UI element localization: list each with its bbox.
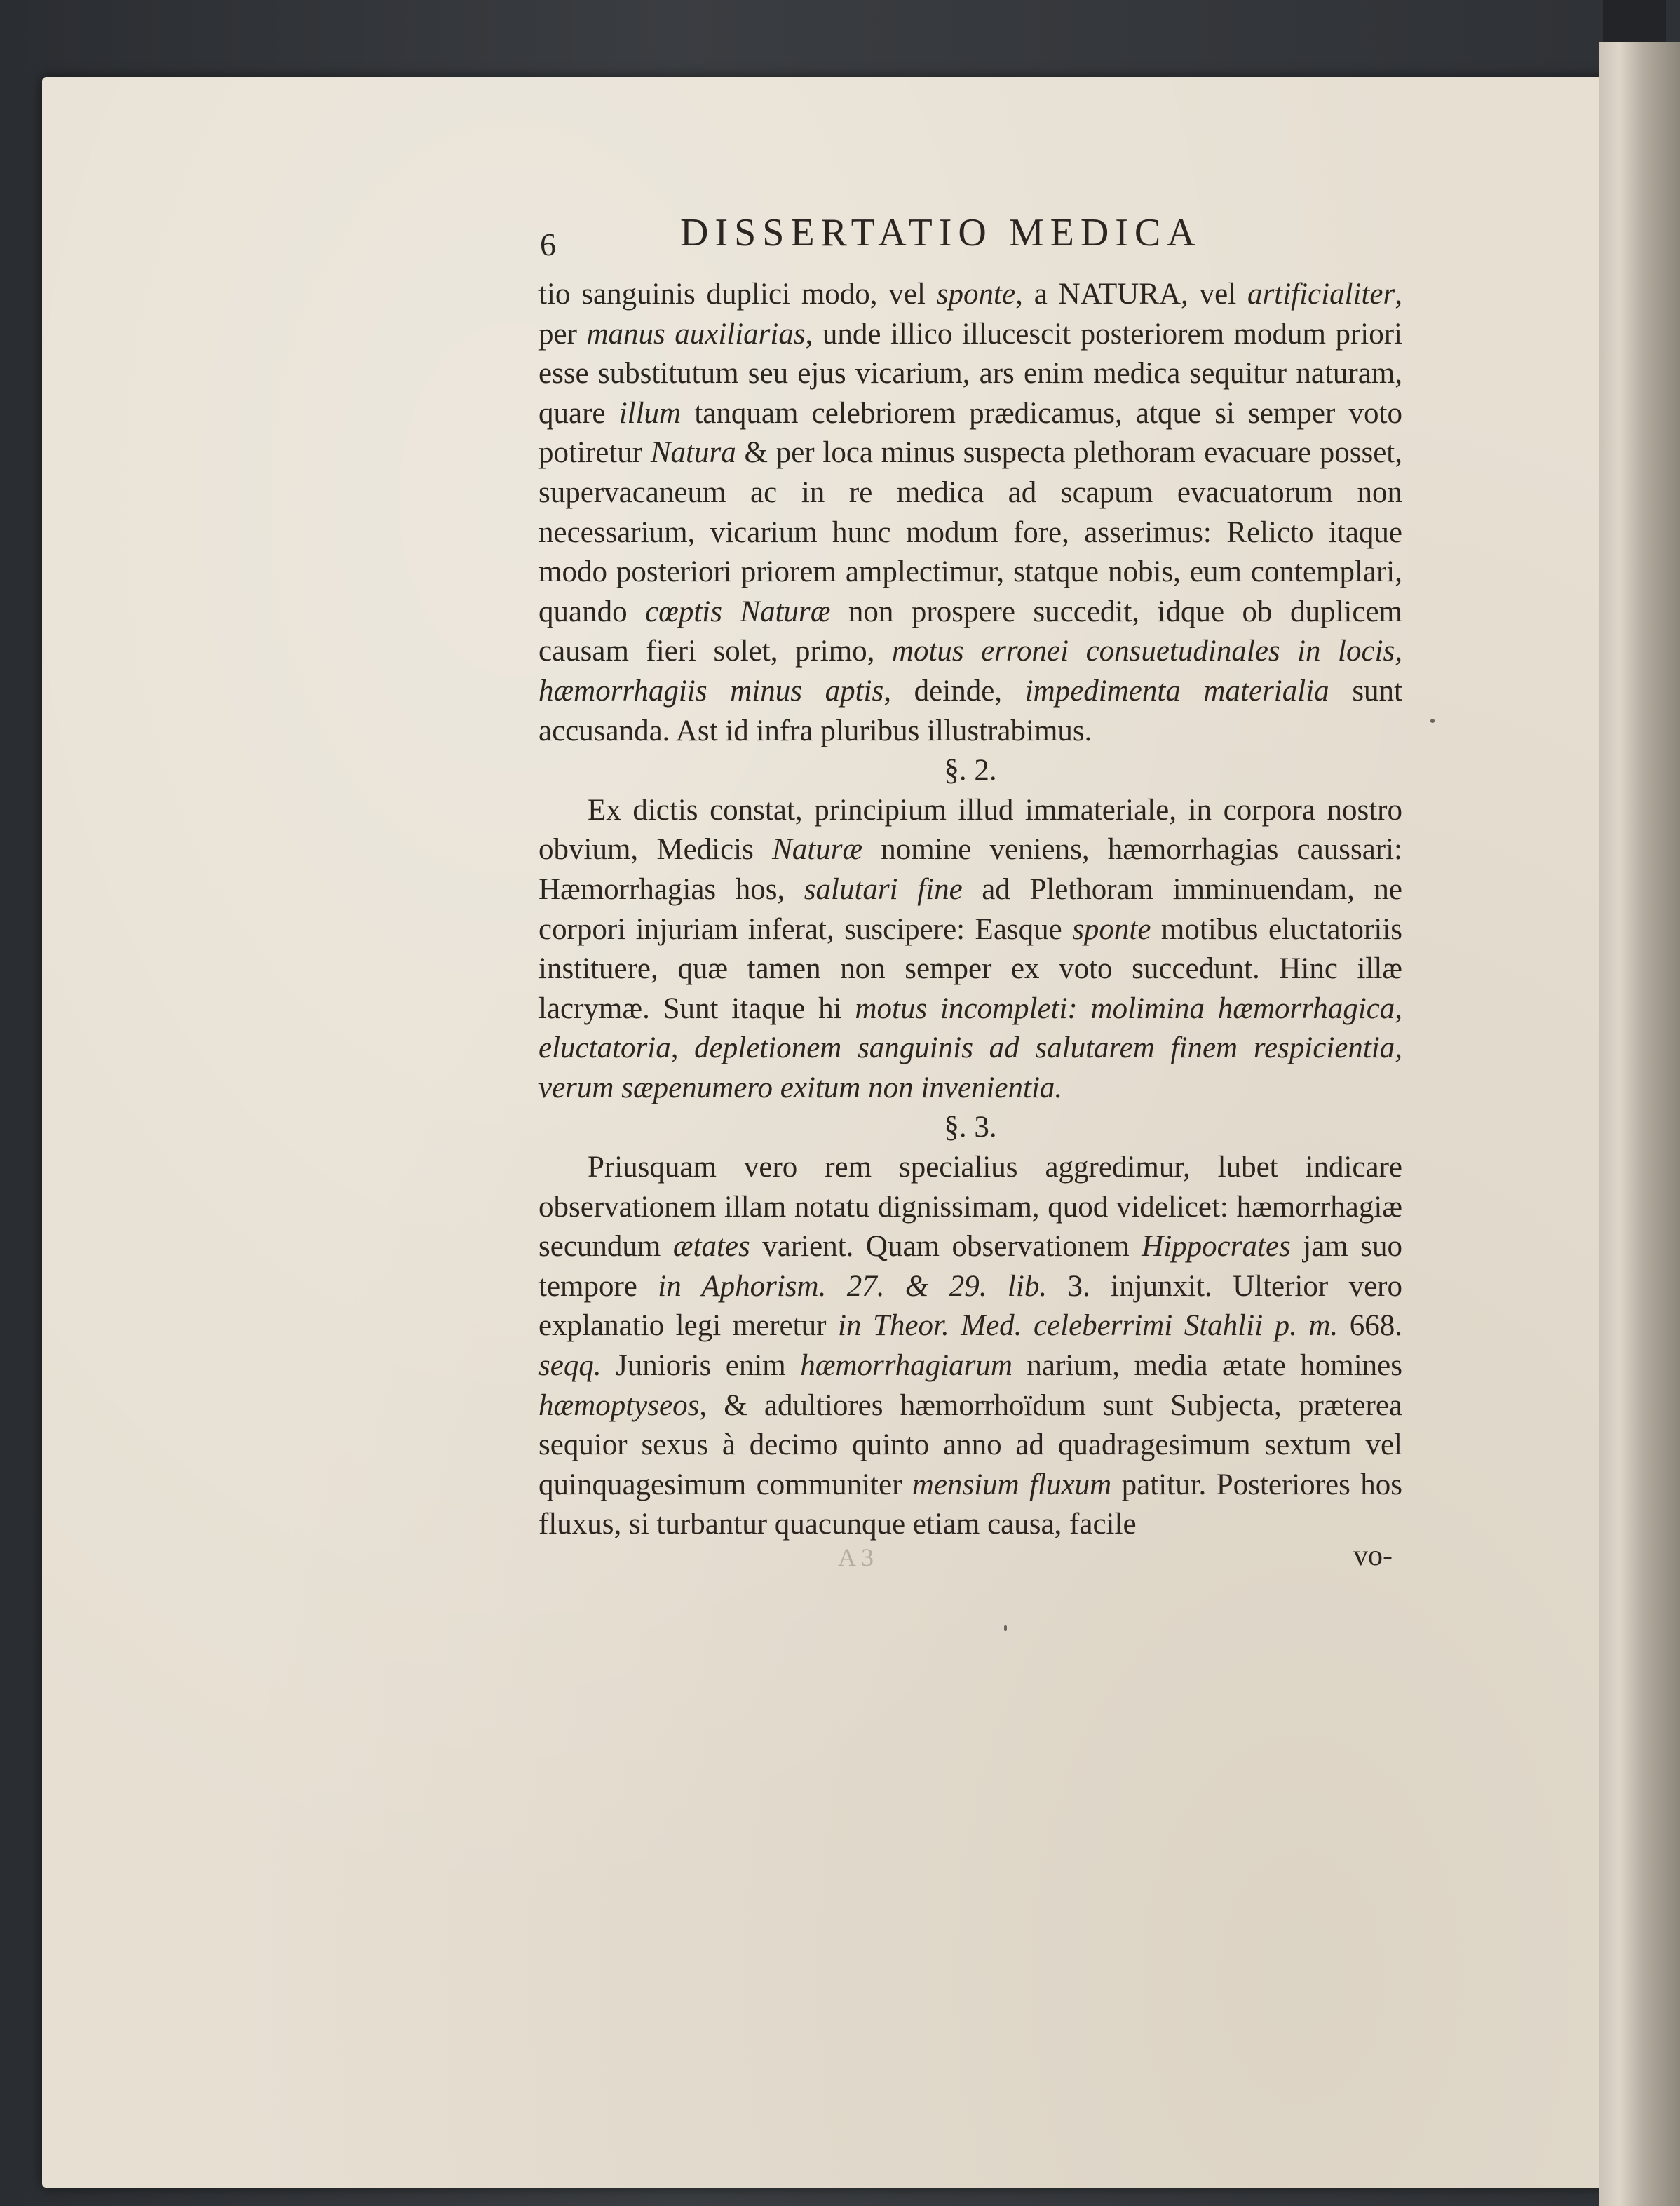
italic-run: mensium fluxum — [912, 1468, 1112, 1501]
italic-run: motus erronei consuetudinales in locis, hæmorrhagiis minus aptis — [538, 635, 1402, 708]
text-run: narium, media ætate homines — [1012, 1349, 1402, 1383]
paragraph-3 — [538, 1148, 1402, 1545]
italic-run: sponte — [1072, 912, 1151, 946]
italic-run: cœptis Naturæ — [645, 595, 831, 628]
italic-run: artificialiter — [1247, 278, 1395, 311]
catchword: vo- — [1353, 1540, 1393, 1572]
text-run: motibus eluctatoriis instituere, quæ tamen non semper ex voto succedunt. Hinc illæ lacrymæ. Sunt itaque hi — [538, 912, 1402, 1025]
text-run: jam suo tempore — [538, 1230, 1402, 1303]
text-run: nomine veniens, hæmorrhagias caussari: Hæmorrhagias hos, — [538, 833, 1402, 906]
text-run: , a NATURA, vel — [1015, 278, 1248, 311]
text-run: patitur. Posteriores hos fluxus, si turbantur quacunque etiam causa, facile — [538, 1468, 1402, 1541]
text-run: ad Plethoram imminuendam, ne corpori injuriam inferat, suscipere: Easque — [538, 872, 1402, 946]
body-text — [538, 275, 1402, 1545]
italic-run: impedimenta materialia — [1024, 674, 1329, 708]
italic-run: in Aphorism. 27. & 29. lib. — [658, 1269, 1048, 1303]
paper-speck — [1430, 719, 1435, 723]
text-run: varient. Quam observationem — [750, 1230, 1142, 1264]
running-title: DISSERTATIO MEDICA — [680, 211, 1202, 255]
text-run: & per loca minus suspecta plethoram evacuare posset, supervacaneum ac in re medica ad scapum evacuatorum non necessarium, vicarium hunc modum fore, asserimus: Relicto itaque modo posteriori priorem amplectimur, statque nobis, eum contemplari, quando — [538, 436, 1402, 628]
italic-run: illum — [618, 396, 682, 430]
italic-run: hæmoptyseos — [538, 1388, 700, 1422]
text-run: Ex dictis constat, principium illud immateriale, in corpora nostro obvium, Medicis — [538, 793, 1402, 867]
italic-run: motus incompleti: molimina hæmorrhagica, eluctatoria, depletionem sanguinis ad salutarem finem respicientia, verum sæpenumero exitum non invenientia. — [538, 992, 1403, 1104]
text-run: 3. injunxit. Ulterior vero explanatio legi meretur — [538, 1269, 1403, 1343]
italic-run: Hippocrates — [1142, 1230, 1291, 1264]
italic-run: ætates — [672, 1230, 750, 1264]
italic-run: sponte — [936, 278, 1016, 311]
text-run: , deinde, — [883, 674, 1025, 708]
text-run: Junioris enim — [601, 1349, 801, 1383]
text-run: non prospere succedit, idque ob duplicem causam fieri solet, primo, — [538, 595, 1402, 668]
signature-mark: A 3 — [838, 1543, 874, 1571]
text-run: tanquam celebriorem prædicamus, atque si semper voto potiretur — [538, 396, 1402, 470]
section-mark-3: §. 3. — [944, 1111, 997, 1144]
italic-run: manus auxiliarias — [586, 317, 806, 351]
page-header — [540, 210, 1402, 266]
page-gutter — [1599, 42, 1680, 2206]
text-run: , unde illico illucescit posteriorem modum priori esse substitutum seu ejus vicarium, ars enim medica sequitur naturam, quare — [538, 317, 1402, 430]
italic-run: salutari fine — [804, 872, 963, 906]
page-number: 6 — [540, 226, 556, 262]
text-run: sunt accusanda. Ast id infra pluribus illustrabimus. — [538, 674, 1403, 747]
text-run: Priusquam vero rem specialius aggredimur, lubet indicare observationem illam notatu dignissimam, quod videlicet: hæmorrhagiæ secundum — [538, 1151, 1402, 1264]
text-run: , per — [538, 278, 1402, 351]
italic-run: Natura — [650, 436, 736, 470]
italic-run: in Theor. Med. celeberrimi Stahlii p. m. — [837, 1309, 1339, 1343]
paper-speck — [1004, 1625, 1007, 1631]
scan-edge — [1603, 0, 1666, 42]
italic-run: hæmorrhagiarum — [800, 1349, 1012, 1383]
text-run: , & adultiores hæmorrhoïdum sunt Subjecta, præterea sequior sexus à decimo quinto anno ad quadragesimum sextum vel quinquagesimum communiter — [538, 1388, 1402, 1501]
section-mark-2: §. 2. — [944, 754, 997, 787]
paragraph-1 — [538, 275, 1402, 751]
text-run: tio sanguinis duplici modo, vel — [538, 278, 937, 311]
paragraph-2 — [538, 791, 1402, 1109]
text-run: 668. — [1338, 1309, 1403, 1343]
italic-run: seqq. — [538, 1349, 602, 1383]
italic-run: Naturæ — [772, 833, 863, 867]
